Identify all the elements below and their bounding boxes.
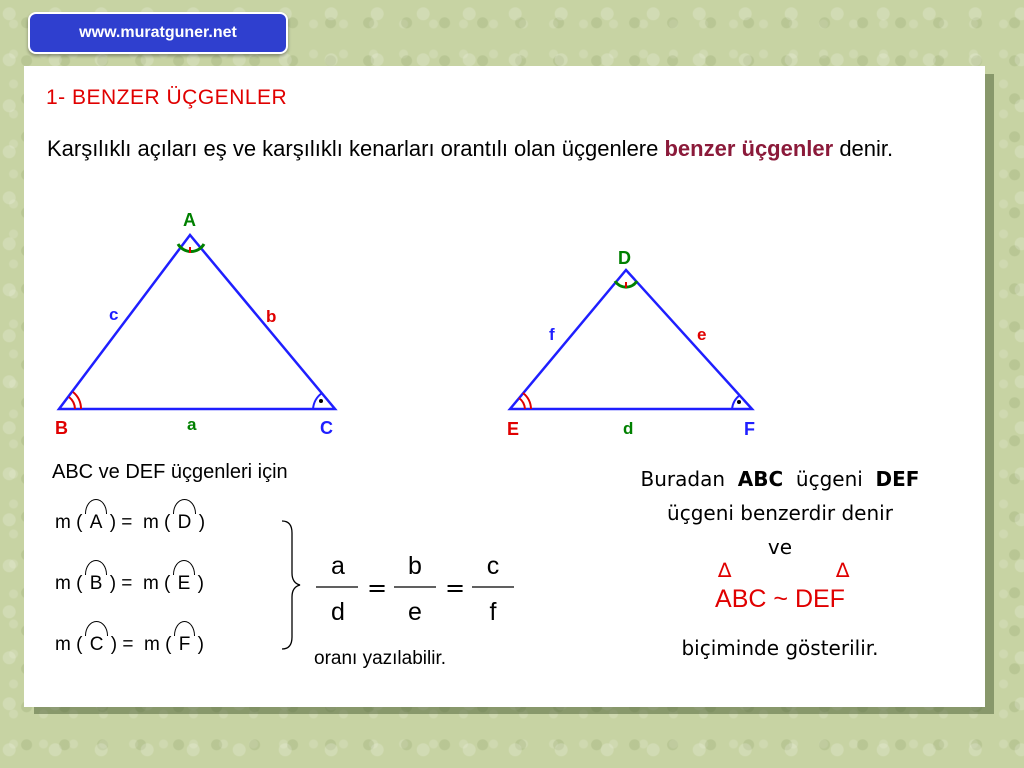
angle-m-label: m ( — [142, 512, 171, 533]
similarity-notation — [600, 585, 960, 614]
side-a-label: a — [187, 415, 197, 434]
site-url-badge[interactable]: www.muratguner.net — [28, 12, 288, 54]
angle-m-label: m ( — [55, 634, 83, 655]
angle-b-arc-inner — [69, 397, 75, 409]
angle-letter-a-text: A — [89, 512, 103, 533]
similarity-symbol: ~ — [773, 585, 788, 613]
angle-letter-e — [176, 573, 193, 595]
angle-m-label: m ( — [55, 573, 83, 594]
intro-prefix: Karşılıklı açıları eş ve karşılıklı kenarları orantılı olan üçgenlere — [47, 136, 665, 161]
triangle-abc — [55, 210, 335, 438]
angle-equality-b-e — [55, 573, 204, 595]
conclusion-word: üçgeni — [795, 467, 863, 491]
angle-e-arc-inner — [519, 398, 525, 409]
angle-letter-a — [88, 512, 105, 534]
angle-close: ) = — [110, 634, 134, 655]
shown-as-text: biçiminde gösterilir. — [681, 636, 879, 660]
side-e-label: e — [697, 325, 707, 344]
angle-f-dot — [737, 400, 741, 404]
vertex-f-label: F — [744, 419, 755, 439]
side-d-label: d — [623, 419, 634, 438]
angle-equality-c-f — [55, 634, 204, 656]
angle-letter-b-text: B — [89, 573, 103, 594]
angle-letter-f-text: F — [178, 634, 191, 655]
vertex-c-label: C — [320, 418, 333, 438]
curly-brace — [282, 521, 300, 649]
side-f-label: f — [549, 325, 555, 344]
conclusion-word: Buradan — [640, 467, 726, 491]
triangle-def — [507, 248, 755, 439]
ratio-equation — [316, 552, 514, 626]
ratio-denominator-3: f — [489, 598, 497, 626]
angle-letter-d-text: D — [177, 512, 192, 533]
ratio-denominator-2: e — [408, 598, 422, 626]
conclusion-def: DEF — [875, 467, 920, 491]
ratio-equals-1: = — [366, 574, 388, 602]
conclusion-line-3: ve — [767, 535, 793, 559]
conclusion-line-1 — [590, 462, 970, 496]
angle-close: ) = — [109, 512, 133, 533]
ratio-numerator-3: c — [486, 552, 500, 580]
angle-letter-e-text: E — [177, 573, 191, 594]
conclusion-abc: ABC — [737, 467, 784, 491]
ratio-equals-2: = — [444, 574, 466, 602]
ratio-denominator-1: d — [331, 598, 345, 626]
for-triangles-text: ABC ve DEF üçgenleri için — [52, 461, 288, 483]
section-title: 1- BENZER ÜÇGENLER — [46, 86, 288, 109]
angle-m-label: m ( — [142, 573, 171, 594]
angle-letter-c — [88, 634, 106, 656]
side-b-label: b — [266, 307, 277, 326]
intro-highlight: benzer üçgenler — [664, 136, 834, 161]
ratio-numerator-2: b — [408, 552, 422, 580]
conclusion-text — [590, 462, 970, 564]
angle-m-label: m ( — [55, 512, 83, 533]
conclusion-line-2: üçgeni benzerdir denir — [667, 501, 893, 525]
vertex-b-label: B — [55, 418, 68, 438]
angle-m-label: m ( — [144, 634, 172, 655]
similarity-left: ABC — [715, 585, 767, 613]
ratio-caption: oranı yazılabilir. — [314, 648, 447, 669]
intro-suffix: denir. — [833, 136, 894, 161]
angle-letter-c-text: C — [89, 634, 104, 655]
side-c-label: c — [109, 305, 119, 324]
angle-equality-a-d — [55, 512, 205, 534]
angle-letter-f — [177, 634, 193, 656]
vertex-a-label: A — [183, 210, 196, 230]
triangle-abc-shape — [59, 235, 335, 409]
vertex-d-label: D — [618, 248, 631, 268]
angle-close: ) — [198, 512, 206, 533]
triangle-def-shape — [510, 270, 752, 409]
similarity-right: DEF — [794, 585, 845, 613]
angle-letter-b — [88, 573, 105, 595]
angle-letter-d — [176, 512, 194, 534]
angle-close: ) = — [109, 573, 133, 594]
triangle-symbol-def: ∆ — [836, 558, 850, 582]
angle-close: ) — [197, 634, 204, 655]
angle-close: ) — [197, 573, 204, 594]
triangle-symbol-abc: ∆ — [718, 558, 732, 582]
angle-c-dot — [319, 399, 323, 403]
vertex-e-label: E — [507, 419, 520, 439]
ratio-numerator-1: a — [331, 552, 345, 580]
